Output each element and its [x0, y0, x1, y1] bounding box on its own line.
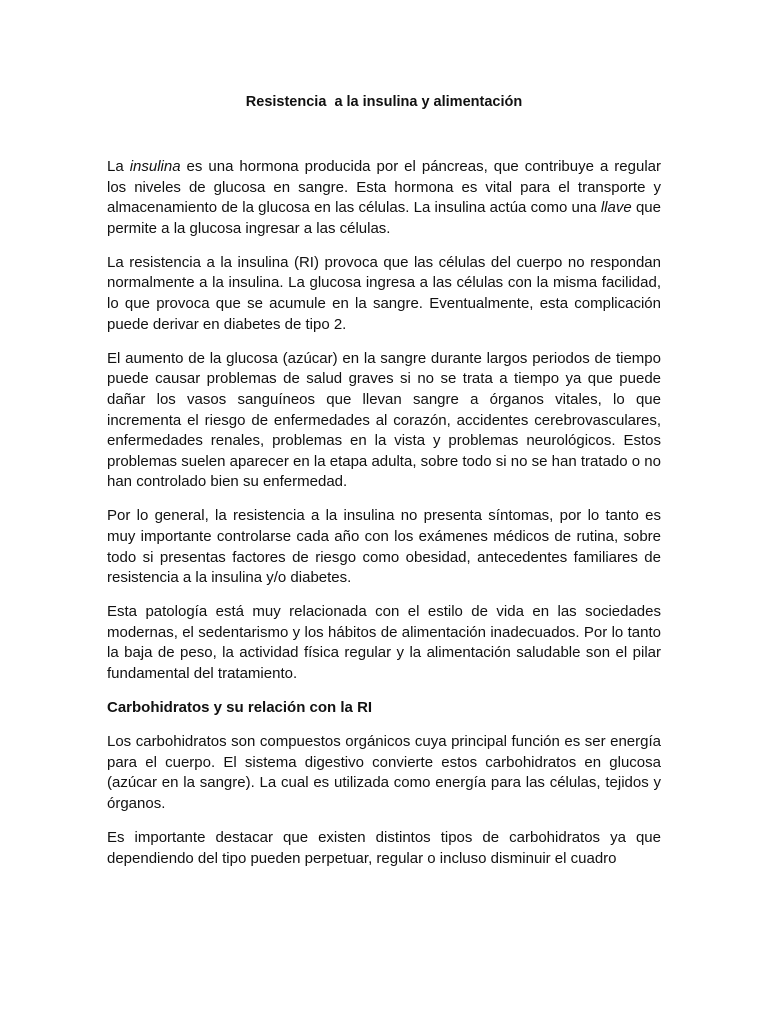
p1-italic-insulina: insulina [129, 158, 181, 175]
paragraph-insulina [107, 157, 661, 239]
p1-text-a: La [107, 158, 130, 175]
document-title: Resistencia a la insulina y alimentación [245, 94, 523, 110]
p1-text-e: que permite a la glucosa ingresar a las células. [107, 199, 661, 237]
paragraph-glucosa-aumento: El aumento de la glucosa (azúcar) en la sangre durante largos periodos de tiempo puede causar problemas de salud graves si no se trata a tiempo ya que puede dañar los vasos sanguíneos que llevan sangre a órganos vitales, lo que incrementa el riesgo de enfermedades al corazón, accidentes cerebrovasculares, enfermedades renales, problemas en la vista y problemas neurológicos. Estos problemas suelen aparecer en la etapa adulta, sobre todo si no se han tratado o no han controlado bien su enfermedad. [107, 349, 661, 491]
paragraph-sintomas: Por lo general, la resistencia a la insulina no presenta síntomas, por lo tanto es muy importante controlarse cada año con los exámenes médicos de rutina, sobre todo si presentas factores de riesgo como obesidad, antecedentes familiares de resistencia a la insulina y/o diabetes. [107, 507, 661, 587]
p1-italic-llave: llave [600, 199, 632, 217]
paragraph-carbohidratos: Los carbohidratos son compuestos orgánicos cuya principal función es ser energía para el cuerpo. El sistema digestivo convierte estos carbohidratos en glucosa (azúcar en la sangre). La cual es utilizada como energía para las células, tejidos y órganos. [107, 733, 661, 813]
document-body [107, 157, 661, 883]
p1-text-c: es una hormona producida por el páncreas, que contribuye a regular los niveles de glucosa en sangre. Esta hormona es vital para el transporte y almacenamiento de la glucosa en las células. La insulina actúa como una [107, 158, 661, 217]
section-heading-carbohidratos: Carbohidratos y su relación con la RI [107, 699, 373, 717]
paragraph-tipos-carbohidratos: Es importante destacar que existen distintos tipos de carbohidratos ya que dependiendo del tipo pueden perpetuar, regular o incluso disminuir el cuadro [107, 829, 661, 867]
paragraph-estilo-vida: Esta patología está muy relacionada con el estilo de vida en las sociedades modernas, el sedentarismo y los hábitos de alimentación inadecuados. Por lo tanto la baja de peso, la actividad física regular y la alimentación saludable son el pilar fundamental del tratamiento. [107, 603, 661, 683]
paragraph-resistencia: La resistencia a la insulina (RI) provoca que las células del cuerpo no respondan normalmente a la insulina. La glucosa ingresa a las células con la misma facilidad, lo que provoca que se acumule en la sangre. Eventualmente, esta complicación puede derivar en diabetes de tipo 2. [107, 253, 661, 333]
